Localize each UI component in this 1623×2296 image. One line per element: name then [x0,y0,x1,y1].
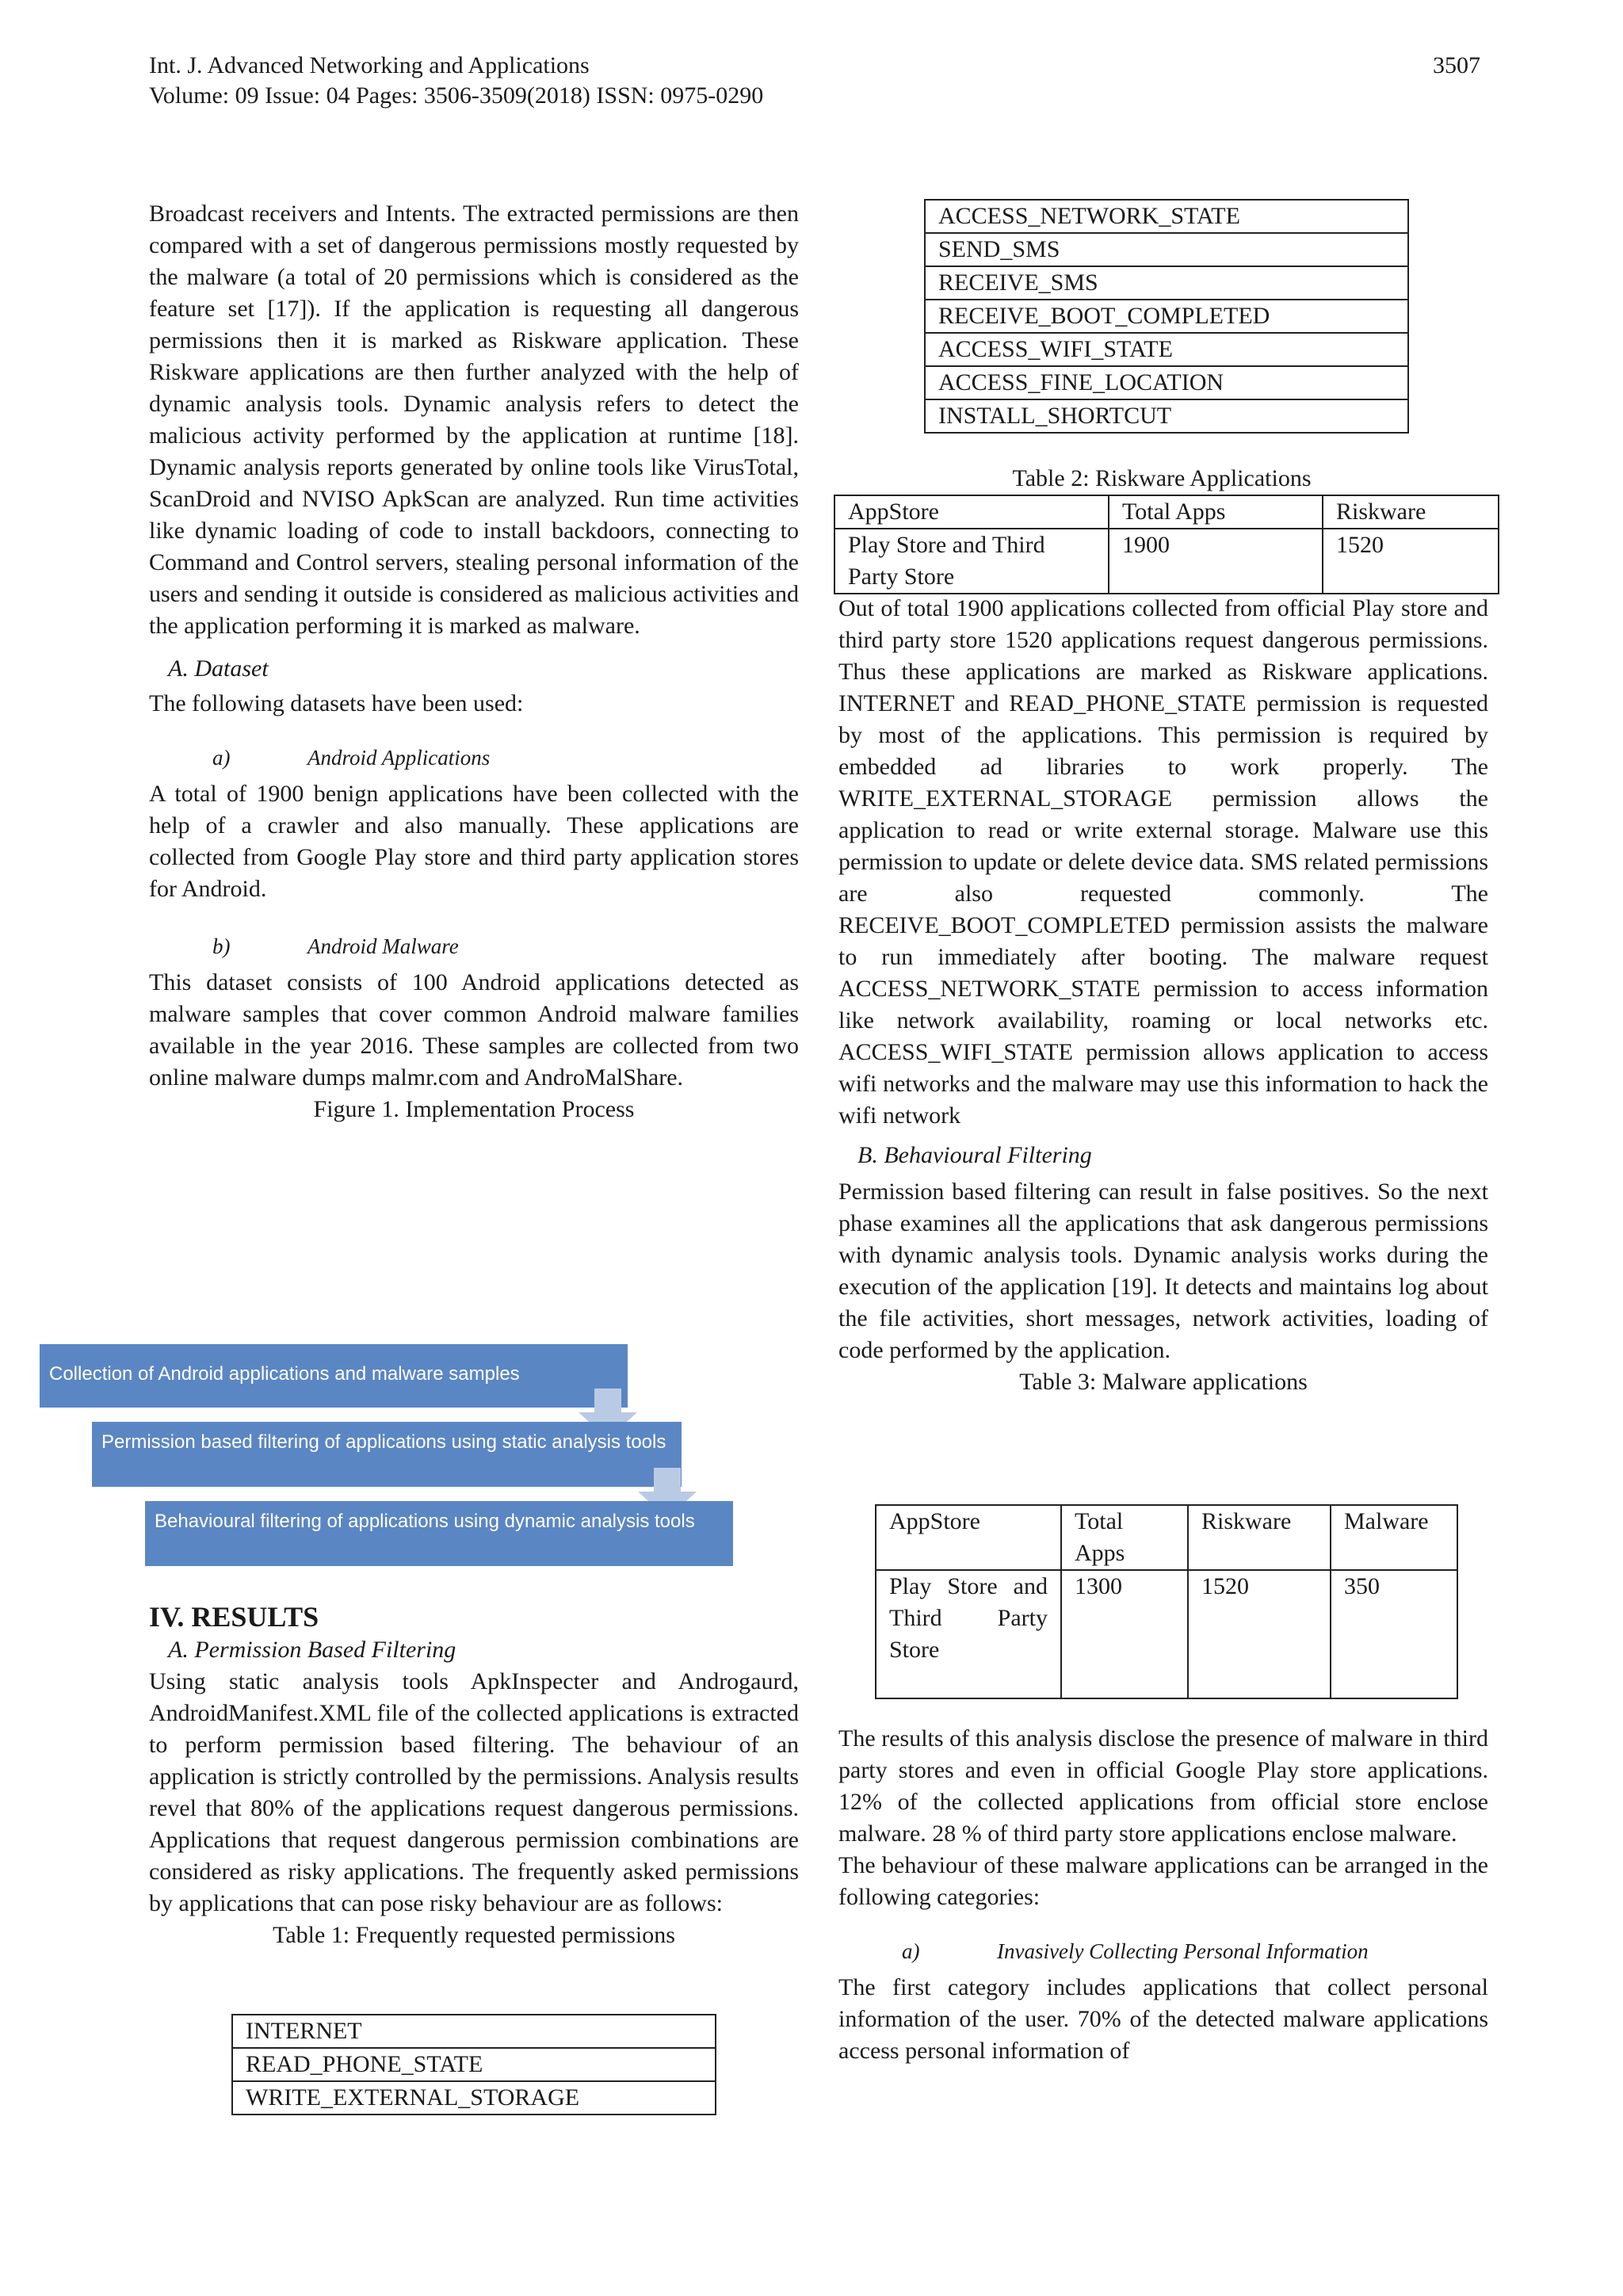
results-paragraph: The results of this analysis disclose the presence of malware in third party stores and even in official Google Play store applications. 12% of the collected applications from official store enclose malware. 28 % of third party store applications enclose malware. [838,1725,1488,1847]
right-column [838,593,1488,1398]
figure-caption: Figure 1. Implementation Process [313,1096,635,1122]
malware-paragraph: This dataset consists of 100 Android applications detected as malware samples that cover common Android malware families available in the year 2016. These samples are collected from two online malware dumps malmr.com and AndroMalShare. [149,969,799,1091]
journal-title: Int. J. Advanced Networking and Applications [149,52,590,78]
table3-header: Malware [1331,1505,1457,1570]
bf-heading: B. Behavioural Filtering [857,1142,1092,1168]
table1-cell: RECEIVE_SMS [925,266,1408,300]
table1-cell: RECEIVE_BOOT_COMPLETED [925,300,1408,333]
apps-paragraph: A total of 1900 benign applications have been collected with the help of a crawler and also manually. These applications are collected from Google Play store and third party application stores for Android. [149,781,799,902]
table1-cell: WRITE_EXTERNAL_STORAGE [232,2081,716,2115]
table1-cell: INTERNET [232,2015,716,2048]
apps-heading: Android Applications [307,746,491,770]
table3-cell: Play Store and Third Party Store [876,1570,1061,1698]
table3-header: Riskware [1188,1505,1331,1570]
table1-cell: INSTALL_SHORTCUT [925,399,1408,433]
apps-marker: a) [212,746,231,770]
table2-cell: 1900 [1109,529,1323,594]
table1-cell: ACCESS_WIFI_STATE [925,333,1408,366]
invasive-heading: Invasively Collecting Personal Information [997,1939,1369,1963]
table3-cell: 350 [1331,1570,1457,1698]
invasive-paragraph: The first category includes applications that collect personal information of the user. 70% of the detected malware applications access personal information of [838,1974,1488,2064]
pbf-paragraph: Using static analysis tools ApkInspecter and Androgaurd, AndroidManifest.XML file of the collected applications is extracted to perform permission based filtering. The behaviour of an application is strictly controlled by the permissions. Analysis results revel that 80% of the applications request dangerous permissions. Applications that request dangerous permission combinations are considered as risky applications. The frequently asked permissions by applications that can pose risky behaviour are as follows: [149,1668,799,1916]
pbf-heading: A. Permission Based Filtering [168,1637,456,1663]
table2-paragraph: Out of total 1900 applications collected from official Play store and third party store 1520 applications request dangerous permissions. Thus these applications are marked as Riskware applications. INTERNET and READ_PHONE_STATE permission is requested by most of the applications. This permission is required by embedded ad libraries to work properly. The WRITE_EXTERNAL_STORAGE permission allows the application to read or write external storage. Malware use this permission to update or delete device data. SMS related permissions are also requested commonly. The RECEIVE_BOOT_COMPLETED permission assists the malware to run immediately after booting. The malware request ACCESS_NETWORK_STATE permission to access information like network availability, roaming or local networks etc. ACCESS_WIFI_STATE permission allows application to access wifi networks and the malware may use this information to hack the wifi network [838,595,1488,1129]
invasive-marker: a) [902,1939,920,1963]
dataset-heading: A. Dataset [168,655,269,682]
table1-caption: Table 1: Frequently requested permissions [273,1922,675,1948]
flow-step-collection: Collection of Android applications and malware samples [40,1344,628,1408]
table2-header: Riskware [1323,495,1499,529]
apps-subheading [149,743,799,772]
table2-header: Total Apps [1109,495,1323,529]
results-section [149,1599,799,1951]
table1 [231,2014,716,2115]
table3-header: Total Apps [1061,1505,1188,1570]
table1-cell: READ_PHONE_STATE [232,2048,716,2081]
table2-caption: Table 2: Riskware Applications [1012,465,1312,491]
behaviour-paragraph: The behaviour of these malware applications can be arranged in the following categories: [838,1852,1488,1910]
page-number: 3507 [1433,52,1480,78]
table2-cell: 1520 [1323,529,1499,594]
table3-header: AppStore [876,1505,1061,1570]
flow-step-behavioural: Behavioural filtering of applications using dynamic analysis tools [145,1501,733,1566]
table1-cell: SEND_SMS [925,233,1408,266]
journal-volume: Volume: 09 Issue: 04 Pages: 3506-3509(2018) ISSN: 0975-0290 [149,82,764,109]
table3-cell: 1300 [1061,1570,1188,1698]
results-heading: IV. RESULTS [149,1601,319,1633]
bf-paragraph: Permission based filtering can result in false positives. So the next phase examines all the applications that ask dangerous permissions with dynamic analysis tools. Dynamic analysis works during the execution of the application [19]. It detects and maintains log about the file activities, short messages, network activities, loading of code performed by the application. [838,1179,1488,1363]
right-column-lower [838,1723,1488,2067]
table1-cell: ACCESS_FINE_LOCATION [925,366,1408,399]
table2 [834,495,1499,594]
table1-continued [924,199,1409,434]
table1-cell: ACCESS_NETWORK_STATE [925,200,1408,233]
invasive-subheading [838,1937,1488,1966]
table2-header: AppStore [834,495,1109,529]
table2-cell: Play Store and Third Party Store [834,529,1109,594]
table3 [875,1504,1458,1699]
dataset-intro: The following datasets have been used: [149,690,524,716]
flow-step-permission: Permission based filtering of applications using static analysis tools [92,1422,682,1487]
malware-marker: b) [212,934,231,958]
table3-caption: Table 3: Malware applications [1019,1369,1308,1395]
malware-subheading [149,932,799,961]
malware-heading: Android Malware [307,934,459,958]
table3-cell: 1520 [1188,1570,1331,1698]
intro-paragraph: Broadcast receivers and Intents. The extracted permissions are then compared with a set of dangerous permissions mostly requested by the malware (a total of 20 permissions which is considered as the feature set [17]). If the application is requesting all dangerous permissions then it is marked as Riskware application. These Riskware applications are then further analyzed with the help of dynamic analysis tools. Dynamic analysis refers to detect the malicious activity performed by the application at runtime [18]. Dynamic analysis reports generated by online tools like VirusTotal, ScanDroid and NVISO ApkScan are analyzed. Run time activities like dynamic loading of code to install backdoors, connecting to Command and Control servers, stealing personal information of the users and sending it outside is considered as malicious activities and the application performing it is marked as malware. [149,201,799,639]
left-column [149,198,799,1125]
